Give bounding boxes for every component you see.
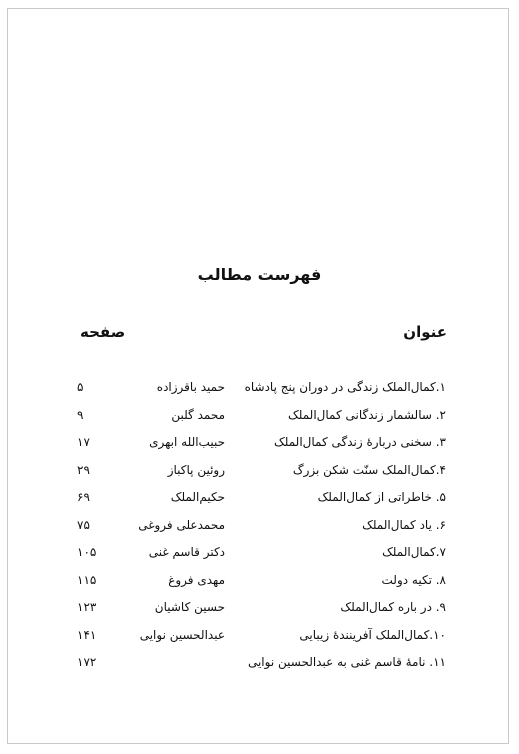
toc-entry-page: ۱۱۵	[77, 572, 97, 587]
toc-entry-author: دکتر قاسم غنی	[148, 545, 225, 559]
toc-entry-title: ۹. در باره کمال‌الملک	[340, 600, 446, 614]
toc-entry-title: ۱.کمال‌الملک زندگی در دوران پنج پادشاه	[244, 380, 446, 394]
toc-row	[0, 569, 519, 597]
toc-entry-title: ۱۰.کمال‌الملک آفرینندهٔ زیبایی	[299, 627, 446, 642]
toc-entry-page: ۹	[77, 407, 84, 422]
toc-entry-page: ۱۷	[77, 435, 90, 449]
toc-entry-title: ۴.کمال‌الملک سنّت شکن بزرگ	[292, 462, 446, 477]
toc-entry-author: روئین پاکباز	[167, 462, 225, 477]
toc-entry-author: مهدی فروغ	[168, 572, 225, 587]
toc-entry-author: محمدعلی فروغی	[138, 517, 225, 532]
toc-row	[0, 541, 519, 569]
toc-entry-page: ۲۹	[77, 462, 90, 477]
toc-entry-author: حمید باقرزاده	[156, 380, 225, 394]
toc-row	[0, 624, 519, 652]
toc-entry-page: ۱۲۳	[77, 600, 97, 614]
toc-entry-author: حسین کاشیان	[154, 600, 225, 614]
toc-title: فهرست مطالب	[197, 265, 322, 284]
toc-entry-page: ۶۹	[77, 490, 90, 504]
toc-list	[0, 376, 519, 679]
toc-row	[0, 514, 519, 542]
toc-entry-title: ۳. سخنی دربارهٔ زندگی کمال‌الملک	[274, 435, 446, 449]
toc-entry-title: ۶. یاد کمال‌الملک	[362, 517, 446, 532]
toc-entry-page: ۱۷۲	[77, 655, 97, 669]
toc-row	[0, 459, 519, 487]
toc-entry-title: ۸. تکیه دولت	[381, 572, 446, 587]
toc-row	[0, 404, 519, 432]
toc-entry-author: حکیم‌الملک	[170, 490, 225, 504]
toc-entry-title: ۵. خاطراتی از کمال‌الملک	[317, 490, 446, 504]
toc-entry-title: ۷.کمال‌الملک	[382, 545, 446, 559]
toc-row	[0, 431, 519, 459]
toc-entry-title: ۲. سالشمار زندگانی کمال‌الملک	[288, 407, 446, 422]
toc-entry-author: عبدالحسین نوایی	[139, 627, 225, 642]
toc-entry-author: محمد گلبن	[171, 407, 225, 422]
toc-row	[0, 376, 519, 404]
toc-row	[0, 596, 519, 624]
toc-entry-author: حبیب‌الله ابهری	[149, 435, 225, 449]
column-header-page: صفحه	[80, 323, 126, 341]
toc-row	[0, 651, 519, 679]
toc-entry-title: ۱۱. نامهٔ قاسم غنی به عبدالحسین نوایی	[247, 655, 446, 669]
toc-row	[0, 486, 519, 514]
toc-entry-page: ۱۴۱	[77, 627, 97, 642]
toc-entry-page: ۷۵	[77, 517, 90, 532]
toc-entry-page: ۵	[77, 380, 84, 394]
toc-entry-page: ۱۰۵	[77, 545, 97, 559]
column-header-title: عنوان	[403, 323, 447, 341]
